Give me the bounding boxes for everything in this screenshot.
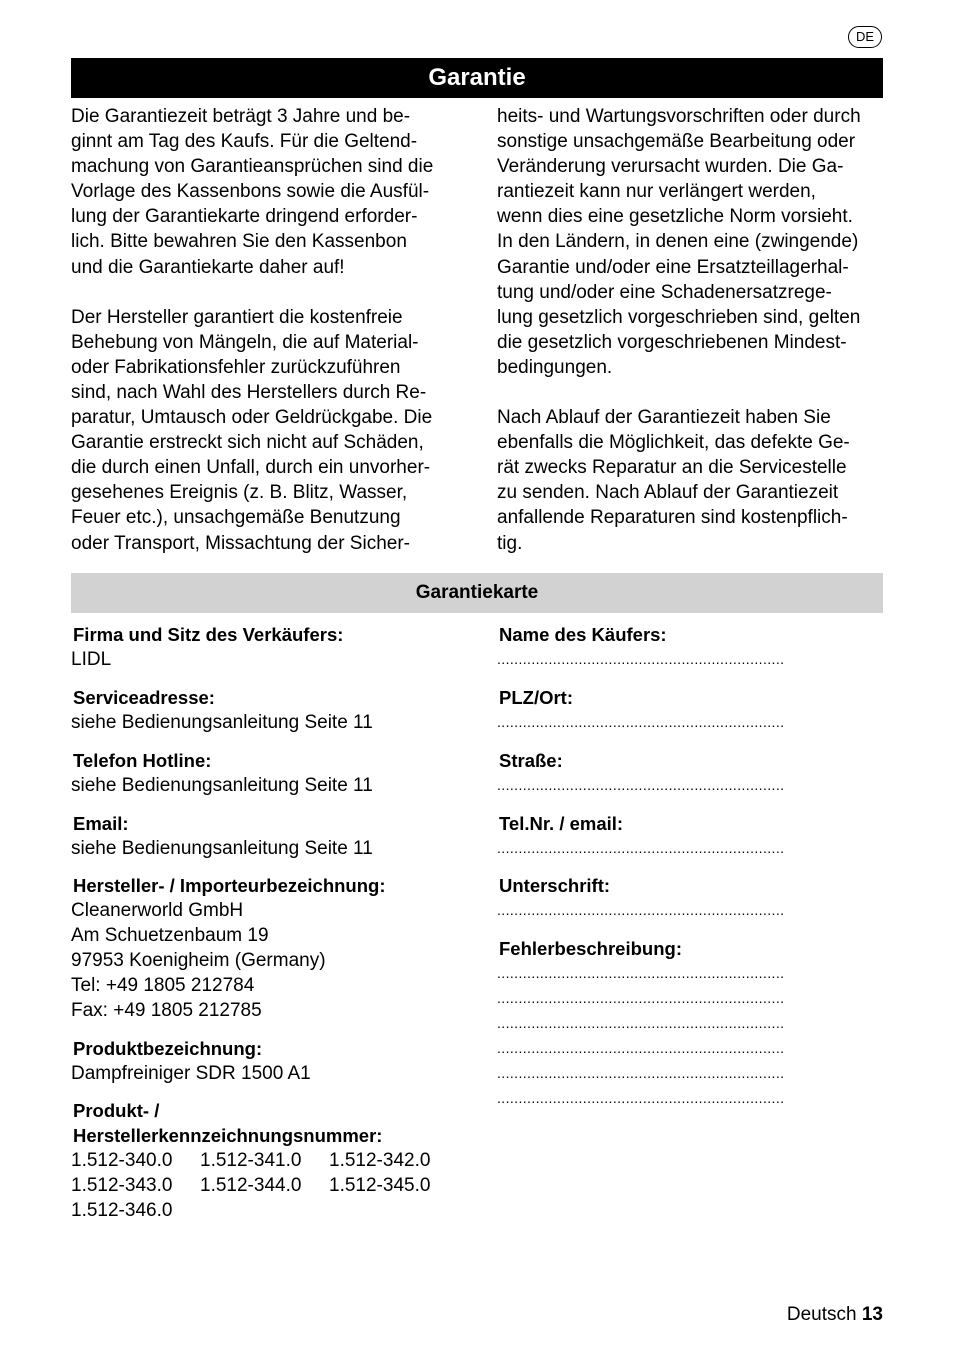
signature-label: Unterschrift:	[499, 875, 611, 896]
warranty-paragraph: heits- und Wartungsvorschriften oder durch sonstige unsachgemäße Bearbeitung oder Veränderung verursacht wurden. Die Ga- rantiezeit kann nur verlängert werden, wenn dies eine gesetzliche Norm vorsieht. In den Ländern, in denen eine (zwingende) Garantie und/oder eine Ersatzteillagerhal- tung und/oder eine Schadenersatzrege- lung gesetzlich vorgeschrieben sind, gelten die gesetzlich vorgeschriebenen Mindest- bedingungen.	[497, 106, 861, 378]
dotted-line: ...................................................................	[497, 1040, 785, 1056]
warranty-paragraph: Die Garantiezeit beträgt 3 Jahre und be- ginnt am Tag des Kaufs. Für die Geltend- machung von Garantieansprüchen sind die Vorlage des Kassenbons sowie die Ausfül- lung der Garantiekarte dringend erforder- lich. Bitte bewahren Sie den Kassenbon und die Garantiekarte daher auf!	[71, 106, 434, 278]
street-field	[497, 748, 883, 798]
page-footer	[787, 1302, 883, 1327]
warranty-paragraph: Nach Ablauf der Garantiezeit haben Sie ebenfalls die Möglichkeit, das defekte Ge- rät zwecks Reparatur an die Servicestelle zu senden. Nach Ablauf der Garantiezeit anfallende Reparaturen sind kostenpflich- tig.	[497, 407, 850, 554]
product-id-code: 1.512-343.0	[71, 1175, 173, 1196]
hotline-value: siehe Bedienungsanleitung Seite 11	[71, 775, 373, 796]
dotted-line: ...................................................................	[497, 990, 785, 1006]
product-id-code: 1.512-345.0	[329, 1175, 431, 1196]
street-label: Straße:	[499, 750, 563, 771]
zip-city-label: PLZ/Ort:	[499, 687, 573, 708]
hotline-label: Telefon Hotline:	[73, 750, 212, 771]
product-id-code: 1.512-340.0	[71, 1150, 173, 1171]
signature-field	[497, 873, 883, 923]
hotline-field	[71, 748, 373, 798]
dotted-line: ...................................................................	[497, 840, 785, 856]
phone-email-label: Tel.Nr. / email:	[499, 813, 624, 834]
email-label: Email:	[73, 813, 129, 834]
page-number: 13	[861, 1304, 883, 1325]
manufacturer-label: Hersteller- / Importeurbezeichnung:	[73, 875, 386, 896]
dotted-line: ...................................................................	[497, 714, 785, 730]
dotted-line: ...................................................................	[497, 651, 785, 667]
page-title: Garantie	[71, 58, 883, 98]
service-address-label: Serviceadresse:	[73, 687, 215, 708]
phone-email-field	[497, 811, 883, 861]
dotted-line: ...................................................................	[497, 777, 785, 793]
product-id-code: 1.512-341.0	[200, 1150, 302, 1171]
seller-field	[71, 622, 343, 672]
product-id-code: 1.512-344.0	[200, 1175, 302, 1196]
dotted-line: ...................................................................	[497, 1090, 785, 1106]
email-value: siehe Bedienungsanleitung Seite 11	[71, 838, 373, 859]
dotted-line: ...................................................................	[497, 1015, 785, 1031]
defect-description-field	[497, 936, 883, 1111]
dotted-line: ...................................................................	[497, 1065, 785, 1081]
dotted-line: ...................................................................	[497, 965, 785, 981]
product-id-field	[71, 1098, 458, 1223]
service-address-value: siehe Bedienungsanleitung Seite 11	[71, 712, 373, 733]
zip-city-field	[497, 685, 883, 735]
product-id-codes	[71, 1148, 458, 1223]
warranty-text-left-column	[71, 104, 471, 556]
dotted-line: ...................................................................	[497, 902, 785, 918]
product-field	[71, 1036, 311, 1086]
seller-label: Firma und Sitz des Verkäufers:	[73, 624, 344, 645]
service-address-field	[71, 685, 373, 735]
product-id-label: Produkt- / Herstellerkennzeichnungsnummer:	[73, 1100, 383, 1146]
language-badge: DE	[848, 26, 882, 48]
email-field	[71, 811, 373, 861]
buyer-name-label: Name des Käufers:	[499, 624, 667, 645]
seller-value: LIDL	[71, 649, 112, 670]
warranty-paragraph: Der Hersteller garantiert die kostenfreie Behebung von Mängeln, die auf Material- oder Fabrikationsfehler zurückzuführen sind, nach Wahl des Herstellers durch Re- paratur, Umtausch oder Geldrückgabe. Die Garantie erstreckt sich nicht auf Schäden, die durch einen Unfall, durch ein unvorher- gesehenes Ereignis (z. B. Blitz, Wasser, Feuer etc.), unsachgemäße Benutzung oder Transport, Missachtung der Sicher-	[71, 306, 433, 554]
product-id-code: 1.512-342.0	[329, 1150, 431, 1171]
manufacturer-value: Cleanerworld GmbH Am Schuetzenbaum 19 97953 Koenigheim (Germany) Tel: +49 1805 212784 Fax: +49 1805 212785	[71, 900, 326, 1021]
product-id-code: 1.512-346.0	[71, 1200, 173, 1221]
defect-description-label: Fehlerbeschreibung:	[499, 938, 682, 959]
warranty-card-title: Garantiekarte	[71, 573, 883, 613]
manufacturer-field	[71, 873, 386, 1023]
warranty-text-right-column	[497, 104, 897, 556]
product-value: Dampfreiniger SDR 1500 A1	[71, 1063, 311, 1084]
product-label: Produktbezeichnung:	[73, 1038, 263, 1059]
footer-language: Deutsch	[786, 1304, 857, 1325]
buyer-name-field	[497, 622, 883, 672]
